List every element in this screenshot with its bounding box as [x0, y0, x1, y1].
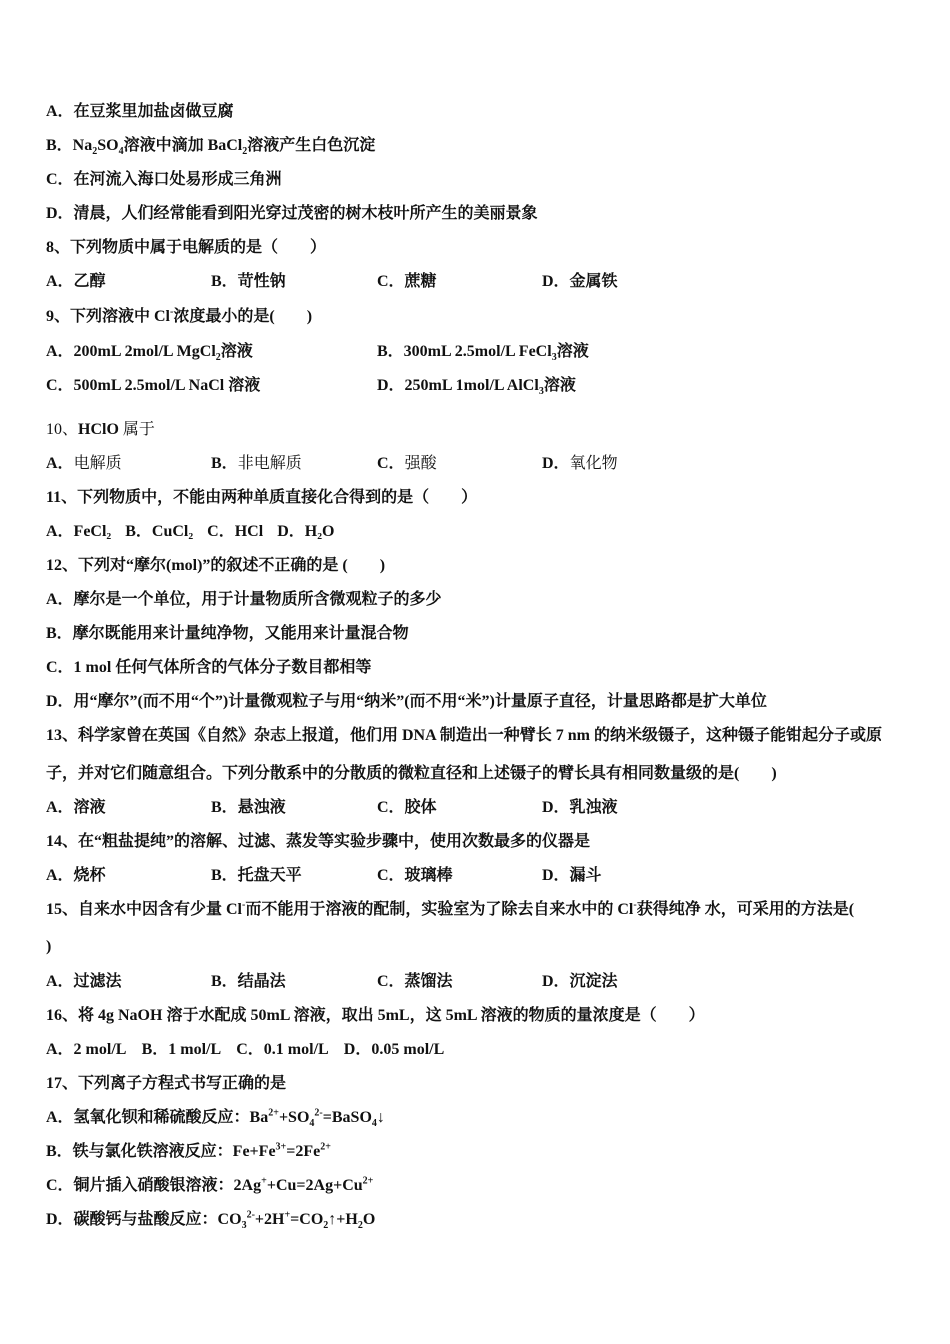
q10-stem: 10、HClO 属于: [46, 421, 155, 438]
q17-option-a: A．氢氧化钡和稀硫酸反应：$Ba^{2+}+SO_4^{2-}=BaSO_4↓$: [46, 1107, 385, 1130]
q8-option-a: A．乙醇: [46, 273, 106, 290]
q16-options: A．2 mol/L B．1 mol/L C．0.1 mol/L D．0.05 mol/L: [46, 1041, 445, 1058]
q7-option-a: A．在豆浆里加盐卤做豆腐: [46, 103, 234, 120]
q12-option-a: A．摩尔是一个单位，用于计量物质所含微观粒子的多少: [46, 591, 442, 608]
q11-option-c: C．HCl: [207, 523, 264, 540]
q10-option-c: C．强酸: [377, 455, 437, 472]
q9-option-c: C．500mL 2.5mol/L NaCl 溶液: [46, 377, 261, 394]
q12-option-b: B．摩尔既能用来计量纯净物，又能用来计量混合物: [46, 625, 409, 642]
q15-stem-line2: ): [46, 938, 52, 955]
q8-option-b: B．苛性钠: [211, 273, 286, 290]
q10-option-a: A．电解质: [46, 455, 122, 472]
q13-option-b: B．悬浊液: [211, 799, 286, 816]
q9-option-b: B．300mL 2.5mol/L FeCl$_3$溶液: [377, 343, 589, 364]
q7-option-b: B．$Na_2SO_4$溶液中滴加 BaCl$_2$溶液产生白色沉淀: [46, 137, 376, 158]
q12-option-d: D．用“摩尔”(而不用“个”)计量微观粒子与用“纳米”(而不用“米”)计量原子直径，计量思路都是扩大单位: [46, 693, 767, 710]
q9-stem: 9、下列溶液中 Cl-浓度最小的是( ): [46, 306, 313, 325]
q13-stem-line1: 13、科学家曾在英国《自然》杂志上报道，他们用 DNA 制造出一种臂长 7 nm 的纳米级镊子，这种镊子能钳起分子或原: [46, 727, 883, 744]
q14-option-b: B．托盘天平: [211, 867, 302, 884]
q13-stem-line2: 子，并对它们随意组合。下列分散系中的分散质的微粒直径和上述镊子的臂长具有相同数量级的是( ): [46, 765, 777, 782]
q12-option-c: C．1 mol 任何气体所含的气体分子数目都相等: [46, 659, 372, 676]
q11-options: [46, 522, 334, 542]
q9-option-a: A．200mL 2mol/L MgCl$_2$溶液: [46, 343, 253, 364]
q12-stem: 12、下列对“摩尔(mol)”的叙述不正确的是 ( ): [46, 557, 386, 574]
q15-option-b: B．结晶法: [211, 973, 286, 990]
q17-stem: 17、下列离子方程式书写正确的是: [46, 1075, 287, 1092]
q14-stem: 14、在“粗盐提纯”的溶解、过滤、蒸发等实验步骤中，使用次数最多的仪器是: [46, 833, 591, 850]
q14-option-a: A．烧杯: [46, 867, 106, 884]
q10-option-b: B．非电解质: [211, 455, 302, 472]
q7-option-d: D．清晨，人们经常能看到阳光穿过茂密的树木枝叶所产生的美丽景象: [46, 205, 538, 222]
q8-option-c: C．蔗糖: [377, 273, 437, 290]
q8-option-d: D．金属铁: [542, 273, 618, 290]
q17-option-c: C．铜片插入硝酸银溶液：$2Ag^++Cu=2Ag+Cu^{2+}$: [46, 1175, 374, 1194]
q7-option-c: C．在河流入海口处易形成三角洲: [46, 171, 282, 188]
q10-option-d: D．氧化物: [542, 455, 618, 472]
q13-option-c: C．胶体: [377, 799, 437, 816]
q11-option-a: A．FeCl₂: [46, 523, 112, 540]
q15-stem-line1: 15、自来水中因含有少量 Cl-而不能用于溶液的配制，实验室为了除去自来水中的 Cl-获得纯净 水，可采用的方法是(: [46, 899, 855, 918]
q15-option-c: C．蒸馏法: [377, 973, 453, 990]
q11-option-b: B．CuCl₂: [125, 523, 194, 540]
q17-option-d: D．碳酸钙与盐酸反应：$CO_3^{2-}+2H^+=CO_2↑+H_2O$: [46, 1209, 376, 1232]
q13-option-d: D．乳浊液: [542, 799, 618, 816]
q16-stem: 16、将 4g NaOH 溶于水配成 50mL 溶液，取出 5mL，这 5mL 溶液的物质的量浓度是（ ）: [46, 1007, 705, 1024]
q8-stem: 8、下列物质中属于电解质的是（ ）: [46, 239, 327, 256]
q14-option-c: C．玻璃棒: [377, 867, 453, 884]
q15-option-a: A．过滤法: [46, 973, 122, 990]
q11-option-d: D．H₂O: [277, 523, 335, 540]
q11-stem: 11、下列物质中，不能由两种单质直接化合得到的是（ ）: [46, 489, 478, 506]
q17-option-b: B．铁与氯化铁溶液反应：$Fe+Fe^{3+}=2Fe^{2+}$: [46, 1141, 331, 1160]
q9-option-d: D．250mL 1mol/L AlCl$_3$溶液: [377, 377, 576, 398]
q14-option-d: D．漏斗: [542, 867, 602, 884]
q15-option-d: D．沉淀法: [542, 973, 618, 990]
q13-option-a: A．溶液: [46, 799, 106, 816]
